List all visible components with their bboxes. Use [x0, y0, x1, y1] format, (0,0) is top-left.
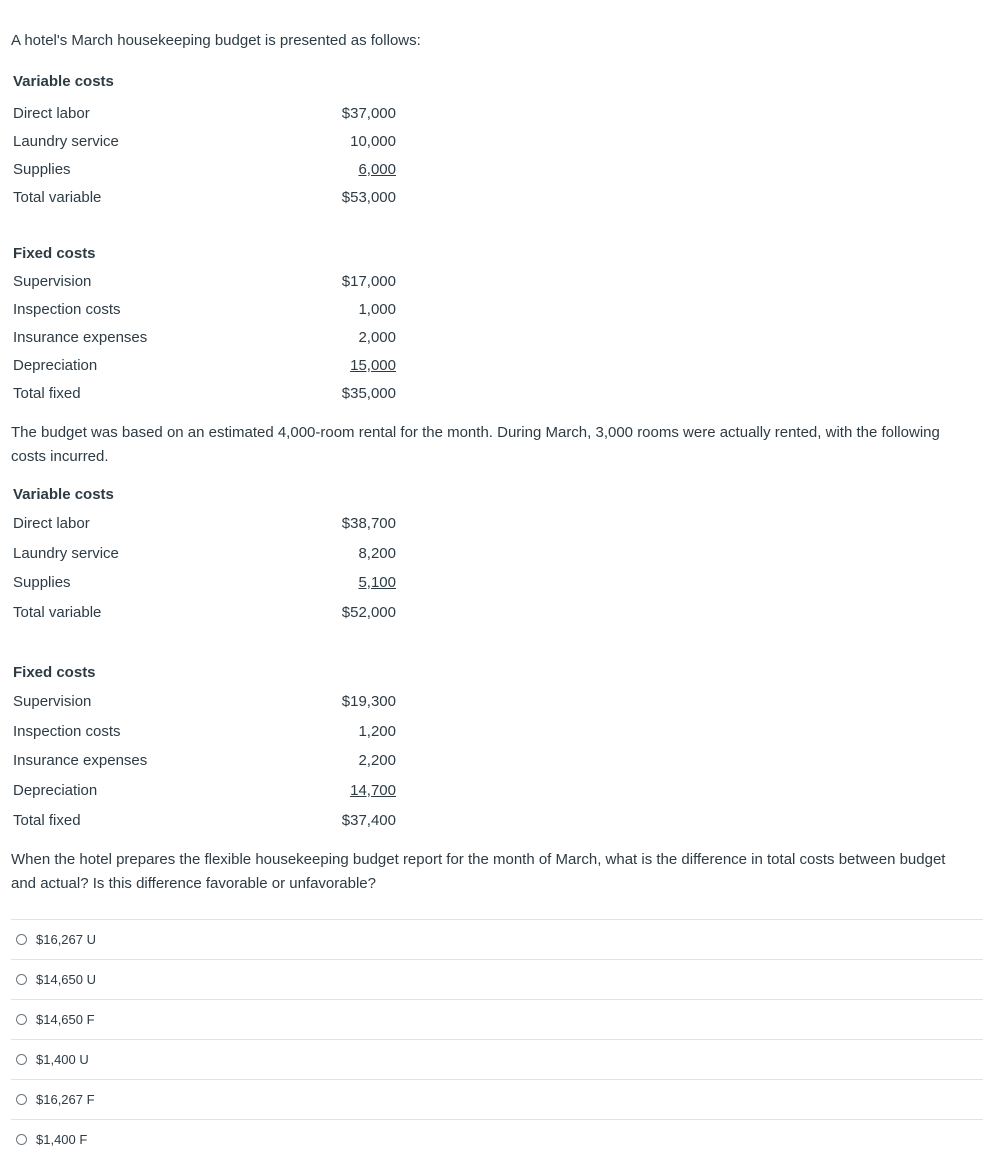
row-value: 6,000 — [358, 161, 396, 178]
radio-button[interactable] — [16, 1014, 27, 1025]
row-label: Supervision — [13, 693, 92, 710]
actual-variable-row — [13, 513, 396, 535]
row-label: Supervision — [13, 273, 92, 290]
row-value: 2,200 — [358, 752, 396, 769]
row-value: $38,700 — [341, 515, 396, 532]
row-label: Insurance expenses — [13, 329, 148, 346]
budget-fixed-row — [13, 299, 396, 321]
actual-variable-heading: Variable costs — [13, 486, 114, 503]
answer-choice-label: $16,267 U — [36, 932, 96, 947]
budget-variable-row — [13, 159, 396, 181]
question-text: When the hotel prepares the flexible housekeeping budget report for the month of March, what is the difference in total costs between budget and actual? Is this difference favorable or unfavorable? — [11, 851, 946, 892]
row-label: Direct labor — [13, 515, 90, 532]
answer-choice-label: $16,267 F — [36, 1092, 95, 1107]
radio-button[interactable] — [16, 1134, 27, 1145]
row-label: Laundry service — [13, 133, 119, 150]
budget-fixed-row — [13, 271, 396, 293]
row-label: Total fixed — [13, 385, 81, 402]
radio-button[interactable] — [16, 1094, 27, 1105]
row-label: Total variable — [13, 604, 102, 621]
answer-choice[interactable] — [11, 1079, 983, 1119]
row-value: $19,300 — [341, 693, 396, 710]
row-value: $53,000 — [341, 189, 396, 206]
answer-choice-label: $1,400 F — [36, 1132, 88, 1147]
answer-choice[interactable] — [11, 1039, 983, 1079]
row-value: $17,000 — [341, 273, 396, 290]
answer-choice[interactable] — [11, 999, 983, 1039]
row-value: $37,000 — [341, 105, 396, 122]
row-value: 8,200 — [358, 545, 396, 562]
row-value: $37,400 — [341, 812, 396, 829]
actual-variable-row — [13, 572, 396, 594]
row-label: Depreciation — [13, 782, 98, 799]
row-label: Inspection costs — [13, 301, 121, 318]
row-value: 14,700 — [350, 782, 396, 799]
answer-choices — [11, 919, 983, 1159]
row-label: Direct labor — [13, 105, 90, 122]
answer-choice[interactable] — [11, 1119, 983, 1159]
budget-fixed-total-row — [13, 383, 396, 405]
answer-choice[interactable] — [11, 919, 983, 959]
budget-fixed-row — [13, 327, 396, 349]
row-label: Inspection costs — [13, 723, 121, 740]
row-value: 2,000 — [358, 329, 396, 346]
budget-variable-row — [13, 103, 396, 125]
row-value: $35,000 — [341, 385, 396, 402]
budget-variable-row — [13, 131, 396, 153]
actual-fixed-row — [13, 750, 396, 772]
budget-fixed-row — [13, 355, 396, 377]
actual-fixed-total-row — [13, 810, 396, 832]
radio-button[interactable] — [16, 934, 27, 945]
budget-fixed-heading: Fixed costs — [13, 245, 96, 262]
intro-text: A hotel's March housekeeping budget is presented as follows: — [11, 32, 421, 49]
row-label: Laundry service — [13, 545, 119, 562]
row-label: Total fixed — [13, 812, 81, 829]
actual-variable-total-row — [13, 602, 396, 624]
budget-variable-total-row — [13, 187, 396, 209]
row-label: Depreciation — [13, 357, 98, 374]
row-value: 15,000 — [350, 357, 396, 374]
budget-variable-heading: Variable costs — [13, 73, 114, 90]
row-value: 10,000 — [350, 133, 396, 150]
answer-choice-label: $14,650 U — [36, 972, 96, 987]
row-value: $52,000 — [341, 604, 396, 621]
actual-fixed-row — [13, 721, 396, 743]
actual-fixed-heading: Fixed costs — [13, 664, 96, 681]
answer-choice-label: $14,650 F — [36, 1012, 95, 1027]
row-label: Supplies — [13, 161, 71, 178]
answer-choice[interactable] — [11, 959, 983, 999]
row-value: 1,000 — [358, 301, 396, 318]
radio-button[interactable] — [16, 1054, 27, 1065]
actual-fixed-row — [13, 691, 396, 713]
middle-text: The budget was based on an estimated 4,000-room rental for the month. During March, 3,000 rooms were actually rented, with the following costs incurred. — [11, 424, 940, 465]
answer-choice-label: $1,400 U — [36, 1052, 89, 1067]
actual-variable-row — [13, 543, 396, 565]
radio-button[interactable] — [16, 974, 27, 985]
row-value: 5,100 — [358, 574, 396, 591]
actual-fixed-row — [13, 780, 396, 802]
row-label: Total variable — [13, 189, 102, 206]
row-value: 1,200 — [358, 723, 396, 740]
row-label: Supplies — [13, 574, 71, 591]
row-label: Insurance expenses — [13, 752, 148, 769]
